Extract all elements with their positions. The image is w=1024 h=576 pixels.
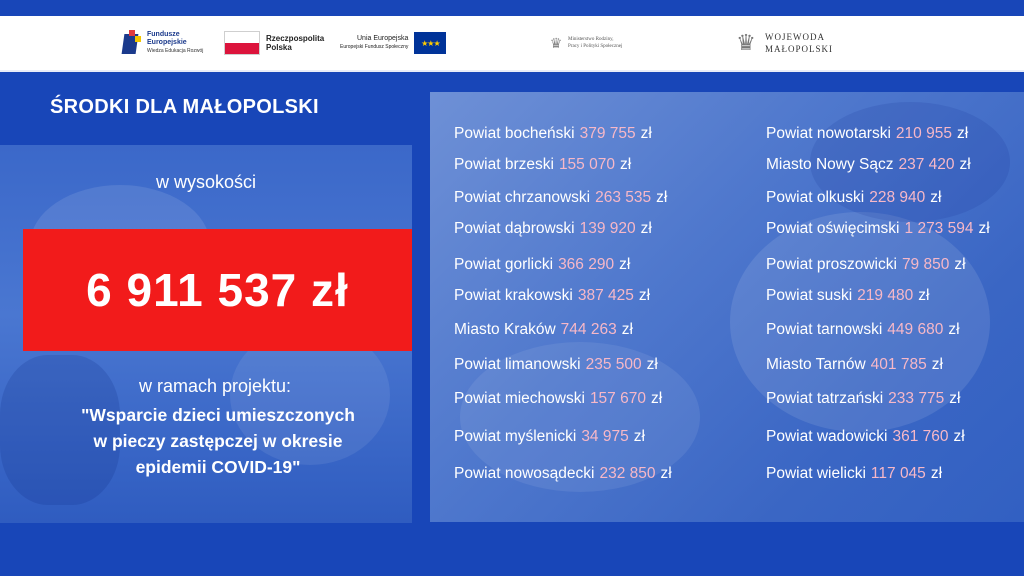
district-name: Powiat nowosądecki	[454, 465, 595, 482]
district-name: Powiat suski	[766, 287, 853, 304]
district-row	[766, 255, 966, 275]
district-value: 139 920	[579, 220, 636, 237]
district-name: Powiat proszowicki	[766, 256, 897, 273]
district-name: Powiat chrzanowski	[454, 189, 591, 206]
district-value: 117 045	[870, 465, 926, 482]
district-row	[766, 427, 965, 447]
logo-bar	[0, 16, 1024, 70]
project-name-line: "Wsparcie dzieci umieszczonych	[81, 405, 355, 425]
district-value: 34 975	[581, 428, 629, 445]
district-unit: zł	[918, 287, 930, 304]
district-row	[766, 155, 971, 175]
district-row	[766, 389, 960, 409]
district-row	[454, 124, 652, 144]
district-name: Powiat nowotarski	[766, 125, 891, 142]
district-value: 210 955	[895, 125, 952, 142]
project-intro: w ramach projektu:	[138, 376, 292, 396]
header-divider	[0, 70, 1024, 72]
ue-line1: Unia Europejska	[357, 35, 409, 42]
min-line2: Pracy i Polityki Społecznej	[568, 44, 623, 49]
district-value: 235 500	[585, 356, 642, 373]
district-row	[766, 188, 941, 208]
district-unit: zł	[959, 156, 971, 173]
rp-line2: Polska	[266, 43, 292, 52]
district-row	[454, 219, 652, 239]
district-name: Powiat bocheński	[454, 125, 575, 142]
district-name: Powiat brzeski	[454, 156, 554, 173]
district-unit: zł	[650, 390, 663, 407]
district-name: Powiat tarnowski	[766, 321, 883, 338]
ue-line2: Europejski Fundusz Społeczny	[340, 44, 409, 50]
district-value: 232 850	[599, 465, 656, 482]
district-name: Powiat dąbrowski	[454, 220, 575, 237]
district-unit: zł	[633, 428, 645, 445]
woj-line1: WOJEWODA	[765, 32, 825, 42]
district-unit: zł	[930, 465, 943, 482]
district-unit: zł	[621, 321, 633, 338]
amount-box	[23, 229, 412, 351]
district-value: 361 760	[892, 428, 949, 445]
district-value: 228 940	[869, 189, 926, 206]
district-row	[454, 355, 658, 375]
district-unit: zł	[638, 287, 651, 304]
district-unit: zł	[978, 220, 990, 237]
total-amount: 6 911 537 zł	[86, 264, 349, 316]
fe-line2: Europejskie	[147, 39, 187, 46]
district-value: 157 670	[589, 390, 646, 407]
district-unit: zł	[619, 256, 631, 273]
district-row	[454, 320, 633, 340]
district-unit: zł	[954, 256, 966, 273]
district-value: 387 425	[577, 287, 634, 304]
district-value: 155 070	[558, 156, 615, 173]
woj-line2: MAŁOPOLSKI	[765, 44, 834, 54]
district-value: 1 273 594	[904, 220, 974, 237]
district-unit: zł	[931, 356, 943, 373]
district-row	[454, 188, 667, 208]
district-row	[766, 320, 960, 340]
district-name: Powiat limanowski	[454, 356, 581, 373]
project-name-line: epidemii COVID-19"	[135, 457, 301, 477]
district-name: Miasto Tarnów	[766, 356, 866, 373]
eagle-emblem-icon: ♛	[736, 30, 756, 55]
district-row	[454, 427, 645, 447]
district-unit: zł	[640, 220, 652, 237]
district-value: 379 755	[579, 125, 636, 142]
district-value: 401 785	[870, 356, 927, 373]
district-row	[766, 355, 943, 375]
district-row	[766, 286, 929, 306]
ministry-logo	[548, 16, 622, 70]
min-line1: Ministerstwo Rodziny,	[568, 37, 614, 42]
district-row	[766, 464, 942, 484]
district-unit: zł	[640, 125, 652, 142]
project-name	[20, 402, 416, 480]
district-value: 263 535	[595, 189, 652, 206]
district-unit: zł	[619, 156, 632, 173]
fe-line3: Wiedza Edukacja Rozwój	[147, 48, 204, 54]
wojewoda-logo	[733, 16, 833, 70]
bottom-band	[0, 523, 1024, 576]
district-row	[454, 464, 672, 484]
district-value: 233 775	[888, 390, 945, 407]
district-name: Miasto Kraków	[454, 321, 556, 338]
polish-flag-icon	[224, 31, 260, 55]
district-name: Powiat wielicki	[766, 465, 866, 482]
district-row	[454, 286, 650, 306]
district-name: Powiat olkuski	[766, 189, 865, 206]
district-name: Powiat myślenicki	[454, 428, 577, 445]
district-name: Powiat wadowicki	[766, 428, 888, 445]
district-value: 366 290	[558, 256, 615, 273]
headline: ŚRODKI DLA MAŁOPOLSKI	[50, 96, 319, 118]
district-unit: zł	[948, 321, 960, 338]
district-value: 744 263	[560, 321, 617, 338]
project-name-line: w pieczy zastępczej w okresie	[93, 431, 343, 451]
district-value: 449 680	[887, 321, 944, 338]
district-row	[454, 389, 662, 409]
district-unit: zł	[656, 189, 668, 206]
eu-flag-icon: ★★★	[414, 32, 446, 54]
district-unit: zł	[953, 428, 965, 445]
eagle-emblem-icon: ♛	[549, 35, 563, 51]
district-name: Powiat miechowski	[454, 390, 585, 407]
district-name: Powiat oświęcimski	[766, 220, 900, 237]
district-row	[766, 219, 990, 239]
district-unit: zł	[956, 125, 969, 142]
district-value: 79 850	[901, 256, 950, 273]
district-name: Powiat tatrzański	[766, 390, 884, 407]
fe-line1: Fundusze	[147, 31, 180, 38]
unia-europejska-logo	[340, 16, 446, 70]
district-value: 237 420	[898, 156, 955, 173]
fundusze-europejskie-logo	[123, 16, 203, 70]
district-name: Miasto Nowy Sącz	[766, 156, 894, 173]
district-row	[454, 255, 630, 275]
rp-line1: Rzeczpospolita	[266, 34, 325, 43]
rzeczpospolita-polska-logo	[224, 16, 324, 70]
district-value: 219 480	[857, 287, 914, 304]
district-unit: zł	[930, 189, 942, 206]
district-row	[766, 124, 968, 144]
top-stripe	[0, 0, 1024, 16]
district-name: Powiat gorlicki	[454, 256, 554, 273]
district-row	[454, 155, 631, 175]
district-unit: zł	[646, 356, 658, 373]
district-name: Powiat krakowski	[454, 287, 573, 304]
district-unit: zł	[949, 390, 961, 407]
fundusze-europejskie-mark-icon	[123, 30, 143, 56]
district-unit: zł	[660, 465, 672, 482]
amount-lead-text: w wysokości	[155, 172, 257, 192]
